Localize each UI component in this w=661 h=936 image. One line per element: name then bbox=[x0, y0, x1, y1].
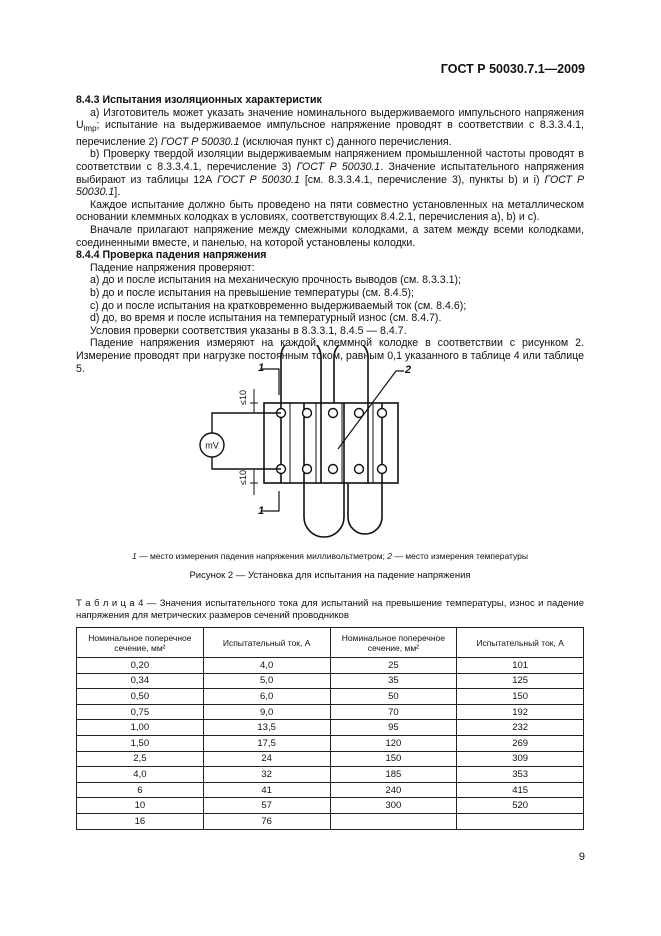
table-cell: 17,5 bbox=[203, 735, 330, 751]
dimension-label-top: ≤10 bbox=[238, 390, 248, 405]
leader-1-bottom bbox=[262, 491, 279, 511]
list-item: d) до, во время и после испытания на температурный износ (см. 8.4.7). bbox=[90, 312, 442, 325]
dimension-label-bottom: ≤10 bbox=[238, 470, 248, 485]
legend-key: 2 bbox=[387, 551, 393, 561]
reference-italic: ГОСТ Р 50030.1 bbox=[160, 135, 240, 148]
table-row bbox=[77, 767, 584, 783]
table-cell: 70 bbox=[330, 704, 457, 720]
table-header-row bbox=[77, 628, 584, 658]
table-cell: 13,5 bbox=[203, 720, 330, 736]
table-cell: 9,0 bbox=[203, 704, 330, 720]
table-cell: 76 bbox=[203, 813, 330, 829]
table-row bbox=[77, 751, 584, 767]
paragraph-a bbox=[76, 107, 584, 149]
table-body bbox=[77, 658, 584, 830]
paragraph-voltage-application: Вначале прилагают напряжение между смежными колодками, а затем между всеми колодками, соединенными вместе, и панелью, на которой установлены колодки. bbox=[76, 224, 584, 249]
table-cell: 232 bbox=[457, 720, 584, 736]
table-caption: Т а б л и ц а 4 — Значения испытательного тока для испытаний на превышение температуры, износ и падение напряжения для метрических размеров сечений проводников bbox=[76, 598, 584, 621]
legend-text: — место измерения температуры bbox=[392, 551, 528, 561]
reference-italic: ГОСТ Р 50030.1 bbox=[76, 173, 585, 199]
table-row bbox=[77, 782, 584, 798]
table-cell: 25 bbox=[330, 658, 457, 674]
text-fragment: . Значение испытательного напряжения выбирают из таблицы 12А bbox=[76, 161, 584, 186]
label-1-bottom: 1 bbox=[258, 505, 265, 517]
terminal-screw bbox=[329, 409, 338, 418]
table-cell: 1,50 bbox=[77, 735, 204, 751]
conductor-loops bbox=[281, 345, 382, 537]
table-cell bbox=[330, 813, 457, 829]
subscript: imp bbox=[83, 124, 97, 134]
paragraph-conditions: Условия проверки соответствия указаны в 8.3.3.1, 8.4.5 — 8.4.7. bbox=[90, 324, 407, 337]
paragraph-measurement: Падение напряжения измеряют на каждой клеммной колодке в соответствии с рисунком 2. Измерение проводят при нагрузке постоянным током, равным 0,1 указанного в таблице 4 или таблице 5. bbox=[76, 337, 584, 375]
table-row bbox=[77, 673, 584, 689]
table-cell: 0,50 bbox=[77, 689, 204, 705]
loop-bottom-left bbox=[304, 483, 344, 537]
list-item: а) до и после испытания на механическую прочность выводов (см. 8.3.3.1); bbox=[90, 274, 462, 287]
table-cell: 5,0 bbox=[203, 673, 330, 689]
table-cell: 415 bbox=[457, 782, 584, 798]
column-header: Номинальное поперечное сечение, мм² bbox=[330, 628, 457, 658]
list-item: с) до и после испытания на кратковременно выдерживаемый ток (см. 8.4.6); bbox=[90, 299, 467, 312]
label-2: 2 bbox=[405, 364, 412, 376]
section-8-4-4-title: 8.4.4 Проверка падения напряжения bbox=[76, 249, 267, 262]
label-1-top: 1 bbox=[258, 362, 265, 374]
table-cell: 57 bbox=[203, 798, 330, 814]
table-row bbox=[77, 704, 584, 720]
table-cell: 269 bbox=[457, 735, 584, 751]
terminal-screw bbox=[378, 465, 387, 474]
millivoltmeter-label: mV bbox=[205, 440, 219, 451]
figure-2-test-setup bbox=[76, 345, 584, 545]
table-row bbox=[77, 720, 584, 736]
main-text bbox=[76, 94, 584, 375]
terminal-screw bbox=[378, 409, 387, 418]
table-cell: 4,0 bbox=[203, 658, 330, 674]
terminal-screw bbox=[355, 465, 364, 474]
table-cell: 35 bbox=[330, 673, 457, 689]
table-cell: 32 bbox=[203, 767, 330, 783]
leader-1-top bbox=[262, 369, 279, 395]
loop-top-right bbox=[334, 345, 368, 403]
table-cell: 50 bbox=[330, 689, 457, 705]
table-row bbox=[77, 735, 584, 751]
document-header: ГОСТ Р 50030.7.1—2009 bbox=[440, 62, 585, 76]
table-row bbox=[77, 658, 584, 674]
table-cell: 240 bbox=[330, 782, 457, 798]
paragraph-intro: Падение напряжения проверяют: bbox=[90, 261, 255, 274]
terminal-screws bbox=[277, 409, 387, 474]
table-cell: 4,0 bbox=[77, 767, 204, 783]
table-cell: 309 bbox=[457, 751, 584, 767]
table-4 bbox=[76, 627, 584, 830]
paragraph-test-conditions: Каждое испытание должно быть проведено на пяти совместно установленных на металлическом основании клеммных колодках в условиях, соответствующих 8.4.2.1, перечисления а), b) и с). bbox=[76, 198, 584, 224]
text-fragment: b) Проверку твердой изоляции выдерживаемым напряжением промышленной частоты проводят в соответствии с 8.3.3.4.1, перечисление 3) bbox=[76, 148, 584, 174]
table-cell: 95 bbox=[330, 720, 457, 736]
column-header: Испытательный ток, А bbox=[203, 628, 330, 658]
table-cell: 0,34 bbox=[77, 673, 204, 689]
reference-italic: ГОСТ Р 50030.1 bbox=[296, 161, 381, 174]
column-header: Испытательный ток, А bbox=[457, 628, 584, 658]
figure-caption: Рисунок 2 — Установка для испытания на падение напряжения bbox=[189, 570, 471, 581]
loop-top-left bbox=[281, 345, 321, 403]
table-cell: 150 bbox=[457, 689, 584, 705]
table-cell: 6,0 bbox=[203, 689, 330, 705]
table-cell: 6 bbox=[77, 782, 204, 798]
table-cell: 185 bbox=[330, 767, 457, 783]
column-header: Номинальное поперечное сечение, мм² bbox=[77, 628, 204, 658]
table-row bbox=[77, 689, 584, 705]
table-cell: 300 bbox=[330, 798, 457, 814]
table-cell: 41 bbox=[203, 782, 330, 798]
table-cell bbox=[457, 813, 584, 829]
table-cell: 2,5 bbox=[77, 751, 204, 767]
section-8-4-3-title: 8.4.3 Испытания изоляционных характеристик bbox=[76, 94, 322, 106]
table-row bbox=[77, 813, 584, 829]
table-cell: 10 bbox=[77, 798, 204, 814]
text-fragment: (исключая пункт с) данного перечисления. bbox=[239, 135, 452, 148]
meter-lead-bottom bbox=[212, 457, 281, 469]
reference-italic: ГОСТ Р 50030.1 bbox=[217, 173, 300, 186]
table-cell: 1,00 bbox=[77, 720, 204, 736]
table-cell: 0,75 bbox=[77, 704, 204, 720]
table-cell: 192 bbox=[457, 704, 584, 720]
table-cell: 24 bbox=[203, 751, 330, 767]
text-fragment: ]. bbox=[114, 186, 121, 199]
meter-lead-top bbox=[212, 413, 281, 433]
dimension-marks bbox=[250, 389, 258, 495]
table-cell: 520 bbox=[457, 798, 584, 814]
table-cell: 0,20 bbox=[77, 658, 204, 674]
leader-2 bbox=[338, 371, 404, 449]
table-cell: 125 bbox=[457, 673, 584, 689]
table-row bbox=[77, 798, 584, 814]
text-fragment: а) Изготовитель может указать значение номинального выдерживаемого импульсного напряжения U bbox=[76, 106, 584, 132]
table-cell: 16 bbox=[77, 813, 204, 829]
table-cell: 150 bbox=[330, 751, 457, 767]
table-cell: 353 bbox=[457, 767, 584, 783]
terminal-screw bbox=[329, 465, 338, 474]
text-fragment: ; испытание на выдерживаемое импульсное напряжение проводят в соответствии с 8.3.3.4.1, перечисление 2) bbox=[76, 119, 584, 148]
legend-text: — место измерения падения напряжения милливольтметром; bbox=[136, 551, 388, 561]
table-cell: 101 bbox=[457, 658, 584, 674]
list-item: b) до и после испытания на превышение температуры (см. 8.4.5); bbox=[90, 287, 414, 300]
terminal-screw bbox=[303, 409, 312, 418]
terminal-screw bbox=[303, 465, 312, 474]
legend-key: 1 bbox=[132, 551, 137, 561]
paragraph-b bbox=[76, 148, 584, 198]
page-number: 9 bbox=[578, 851, 585, 863]
table-cell: 120 bbox=[330, 735, 457, 751]
figure-legend bbox=[76, 551, 584, 561]
loop-bottom-right bbox=[348, 483, 382, 534]
text-fragment: [см. 8.3.3.4.1, перечисление 3), пункты b) и i) bbox=[299, 173, 545, 186]
